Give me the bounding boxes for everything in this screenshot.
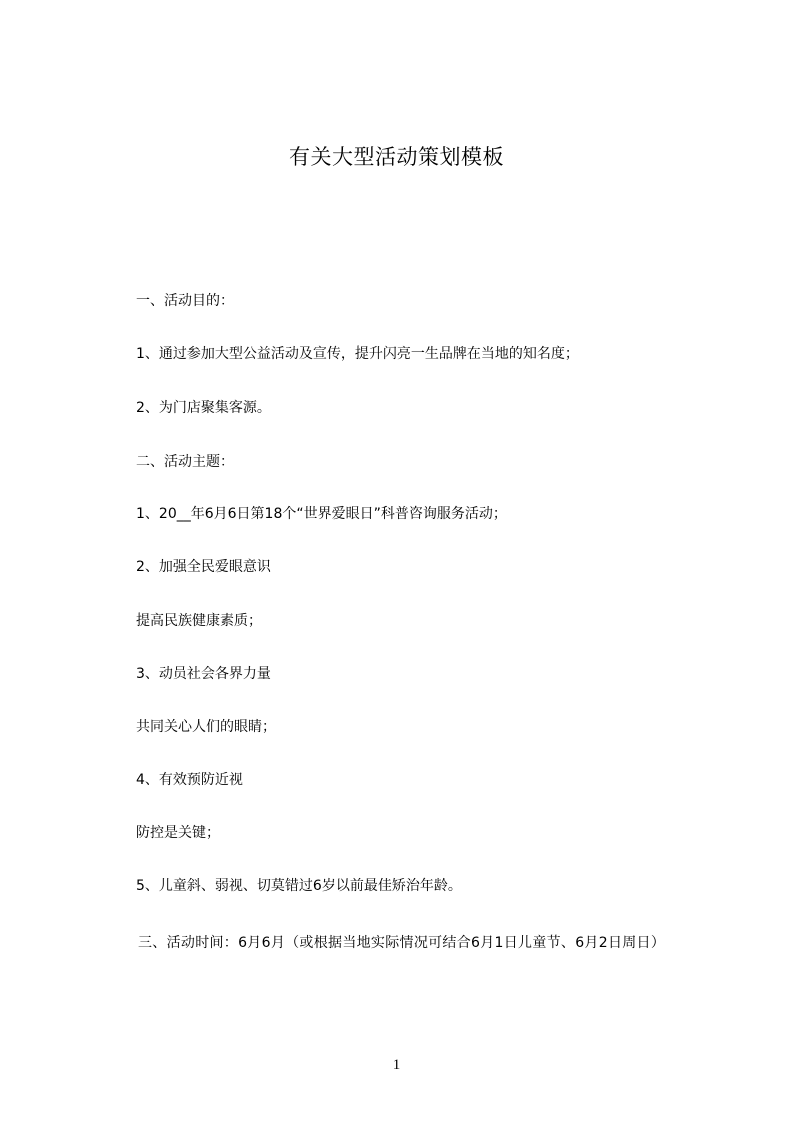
section-time-paragraph: 三、活动时间：6月6月（或根据当地实际情况可结合6月1日儿童节、6月2日周日） (138, 935, 666, 951)
theme-item-2: 2、加强全民爱眼意识 (136, 559, 271, 575)
purpose-item-2: 2、为门店聚集客源。 (136, 400, 271, 416)
theme-item-4: 4、有效预防近视 (136, 772, 243, 788)
section-heading-theme: 二、活动主题： (136, 454, 234, 470)
page-number: 1 (392, 1057, 401, 1073)
theme-item-1: 1、20__年6月6日第18个“世界爱眼日”科普咨询服务活动； (136, 506, 507, 522)
theme-item-2-continued: 提高民族健康素质； (136, 613, 262, 629)
document-title: 有关大型活动策划模板 (289, 145, 504, 169)
theme-item-3: 3、动员社会各界力量 (136, 666, 271, 682)
purpose-item-1: 1、通过参加大型公益活动及宣传，提升闪亮一生品牌在当地的知名度； (136, 346, 579, 362)
theme-item-4-continued: 防控是关键； (136, 825, 220, 841)
theme-item-3-continued: 共同关心人们的眼睛； (136, 719, 276, 735)
theme-item-5: 5、儿童斜、弱视、切莫错过6岁以前最佳矫治年龄。 (136, 878, 462, 894)
section-heading-purpose: 一、活动目的： (136, 293, 234, 309)
